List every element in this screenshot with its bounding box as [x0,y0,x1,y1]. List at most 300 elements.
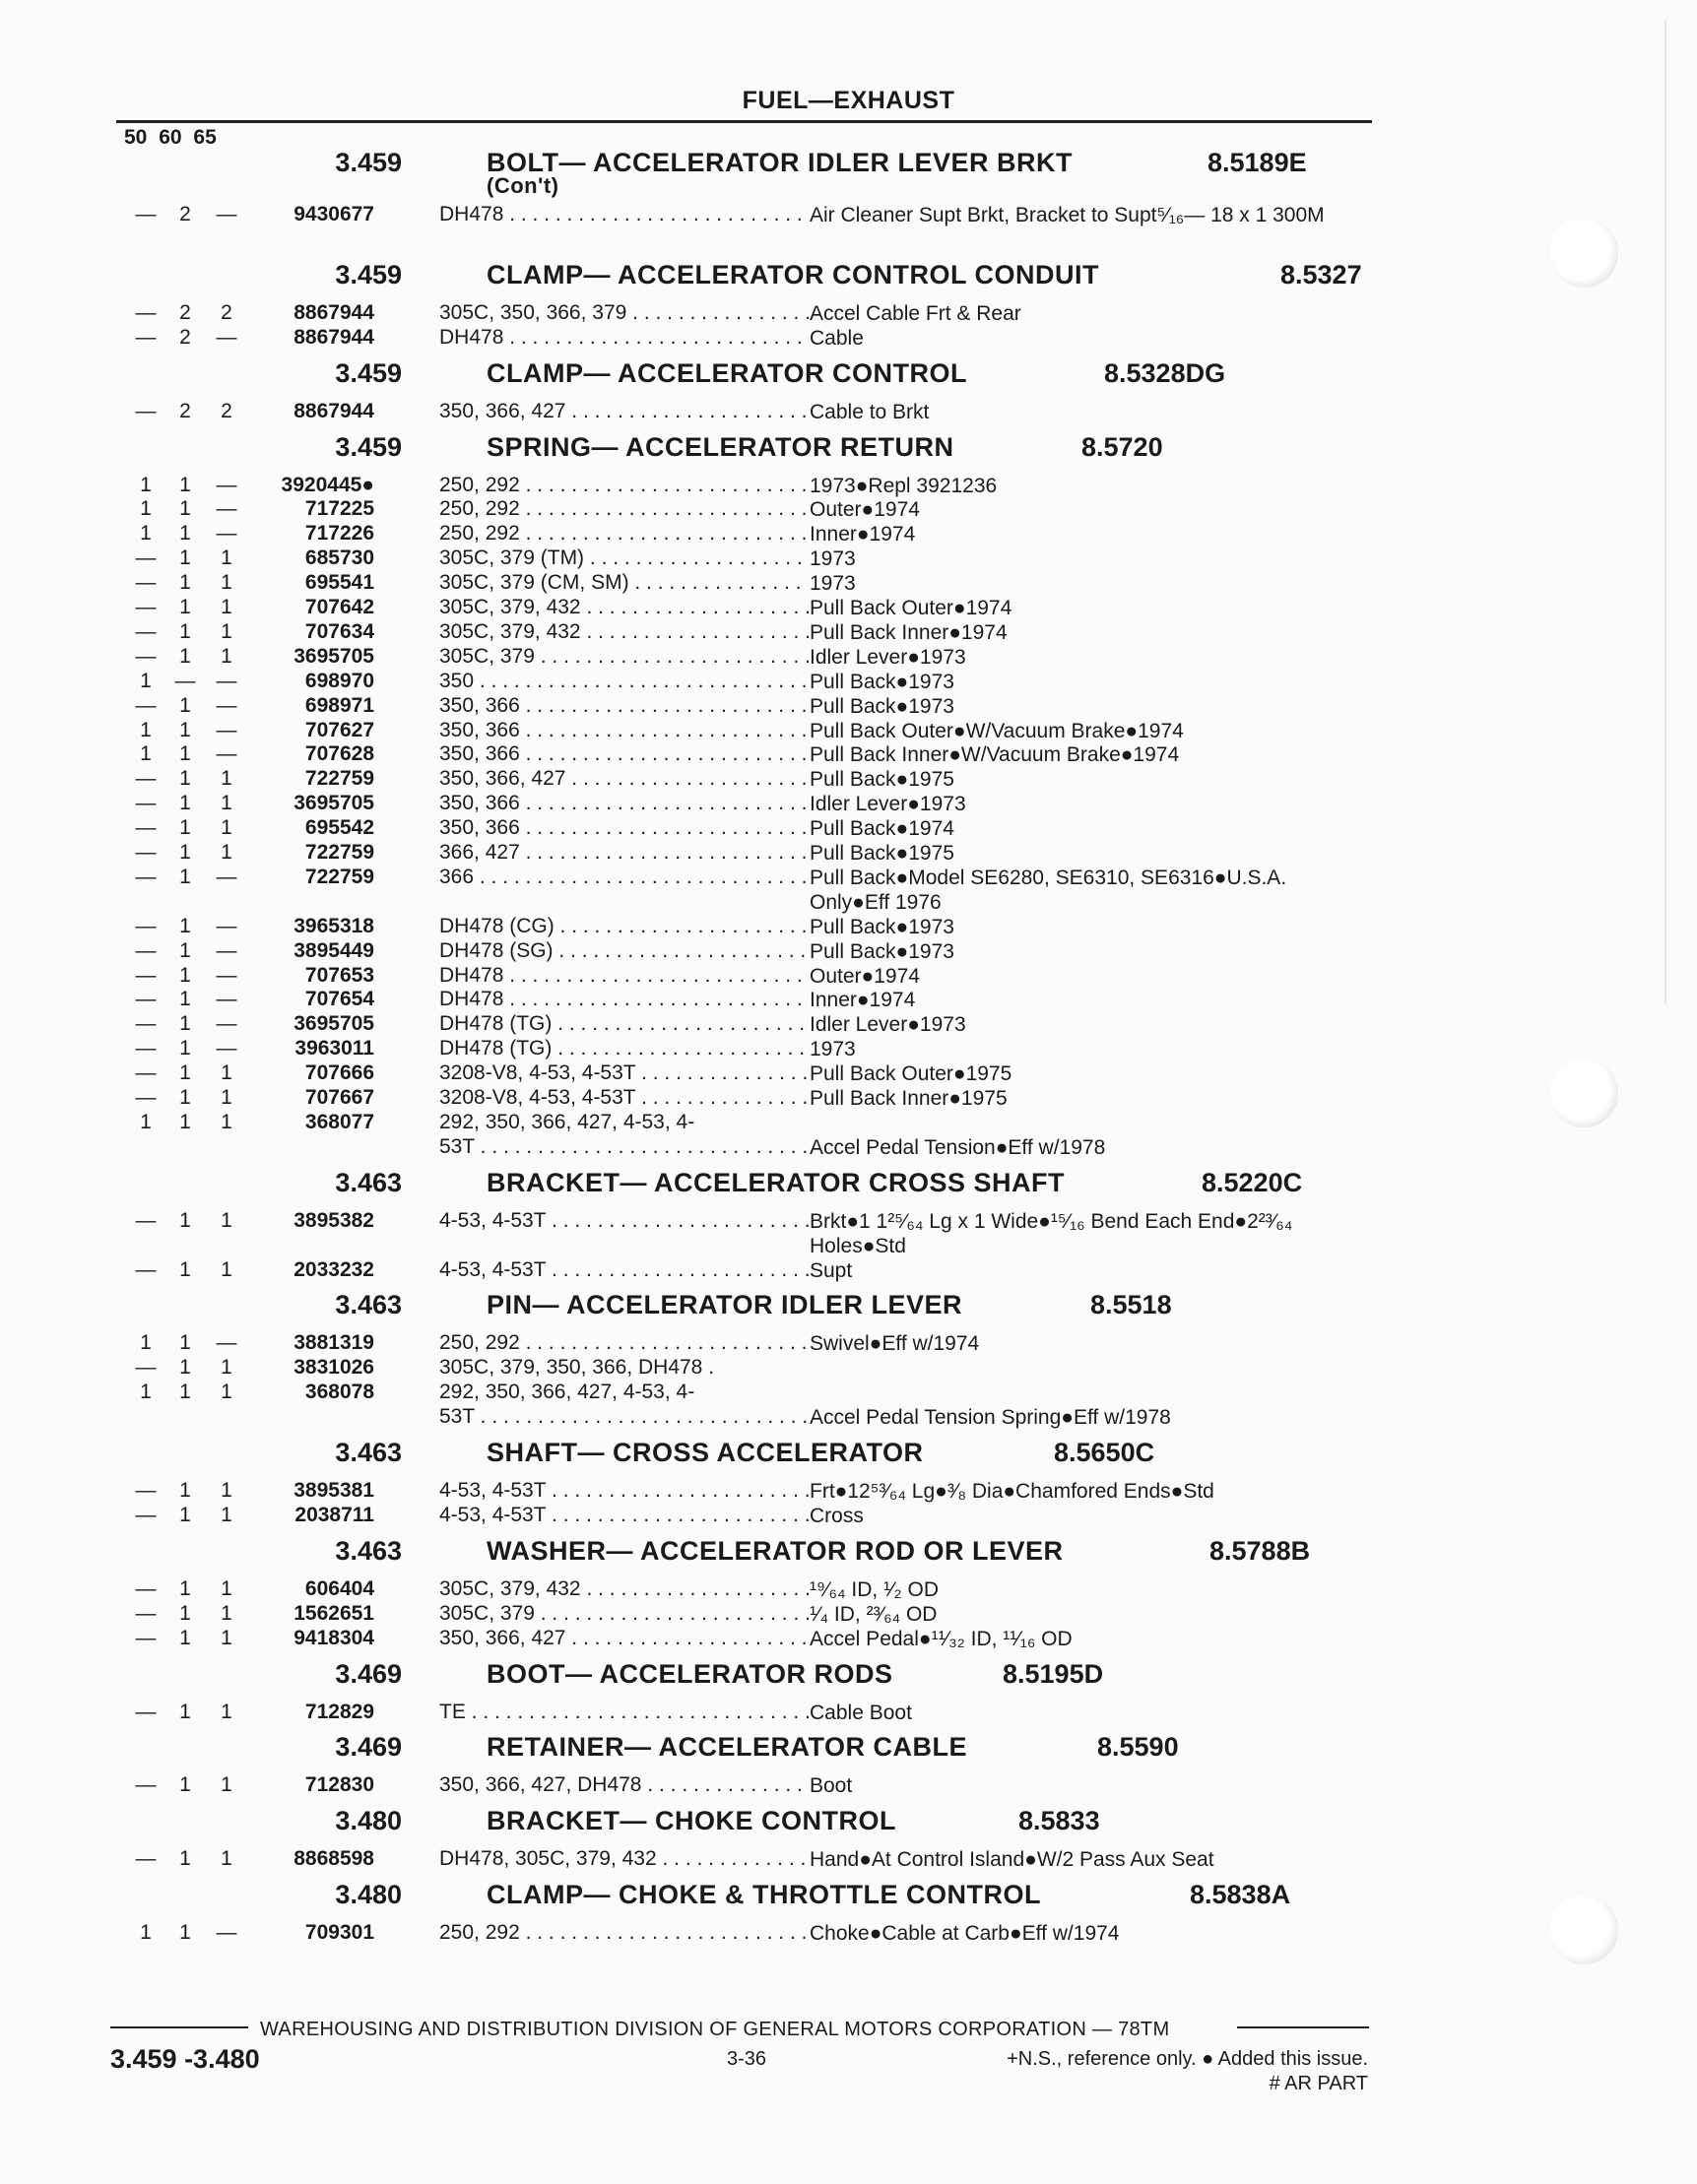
qty-1950: — [135,1061,157,1085]
model-list: 305C, 350, 366, 379 . . . [439,301,809,325]
qty-1965: 1 [221,1773,232,1797]
part-row [0,1208,1697,1257]
group-number: 3.463 [335,1290,402,1320]
qty-1965: 1 [221,1356,232,1380]
part-number: 3895381 [294,1479,374,1502]
part-description: Frt●12⁵³⁄₆₄ Lg●³⁄₈ Dia●Chamfored Ends●Std [810,1480,1214,1503]
qty-1950: — [135,300,157,324]
model-list: DH478 . . . [439,964,809,988]
qty-1960: 2 [179,300,191,324]
part-description: Cross [810,1504,864,1527]
part-row [0,841,1697,866]
qty-1960: 1 [179,1061,191,1085]
qty-1960: 1 [179,1037,191,1060]
section-title: SHAFT— CROSS ACCELERATOR [487,1438,924,1467]
part-number: 709301 [304,1921,374,1945]
part-row [0,1602,1697,1627]
part-number: 368077 [304,1110,374,1133]
part-description: 1973 [810,547,856,571]
section-title: RETAINER— ACCELERATOR CABLE [487,1732,968,1763]
reference-number: 8.5518 [1090,1290,1172,1320]
part-description: Pull Back Inner●W/Vacuum Brake●1974 [810,743,1180,767]
reference-number: 8.5650C [1054,1438,1155,1467]
part-row [0,203,1697,227]
part-row [0,326,1697,351]
part-row [0,865,1697,914]
model-list: 305C, 379, 432 . . . [439,596,809,619]
page-title: FUEL—EXHAUST [742,87,955,114]
part-row [0,546,1697,571]
part-row [0,400,1697,424]
qty-1965: — [216,742,237,766]
part-row [0,571,1697,596]
qty-1950: — [135,914,157,937]
qty-1950: — [135,1257,157,1281]
qty-1965: 1 [221,1479,232,1502]
part-description: ¹⁹⁄₆₄ ID, ¹⁄₂ OD [810,1577,940,1601]
group-number: 3.459 [335,431,402,462]
qty-1965: — [216,1012,237,1036]
group-number: 3.480 [335,1806,402,1836]
part-row [0,670,1697,694]
reference-number: 8.5189E [1207,148,1307,177]
model-list: 350 . . . [439,670,809,693]
qty-1960: 1 [179,816,191,840]
reference-number: 8.5590 [1097,1732,1179,1763]
qty-1950: — [135,963,157,987]
part-number: 717225 [304,497,374,521]
qty-1960: 1 [179,1086,191,1109]
part-row [0,1037,1697,1061]
part-row [0,1110,1697,1159]
part-number: 722759 [304,865,374,888]
qty-1965: — [216,693,237,717]
part-number: 8867944 [294,300,374,324]
part-row [0,497,1697,522]
part-description: Pull Back Outer●1975 [810,1062,1012,1086]
part-row [0,694,1697,719]
model-list: 292, 350, 366, 427, 4-53, 4- [439,1110,695,1133]
section-heading [0,1290,1697,1323]
footer-rule-right [1237,2026,1369,2028]
qty-1960: 1 [179,1208,191,1232]
part-row [0,1331,1697,1356]
qty-1950: — [135,1847,157,1871]
part-description: Cable [810,326,864,350]
reference-number: 8.5838A [1190,1880,1291,1910]
qty-1965: 1 [221,546,232,570]
part-description: Cable Boot [810,1701,912,1724]
model-list: 350, 366, 427 . . . [439,400,809,423]
part-row [0,1012,1697,1037]
model-list: 305C, 379 (TM) . . . [439,546,809,570]
model-list: 350, 366 . . . [439,742,809,766]
part-row [0,939,1697,964]
part-row [0,522,1697,546]
qty-1960: 1 [179,718,191,741]
group-number: 3.469 [335,1732,402,1763]
qty-1950: — [135,988,157,1011]
model-list: 350, 366 . . . [439,719,809,742]
qty-1950: 1 [140,497,152,521]
qty-1950: — [135,816,157,840]
model-list: 350, 366, 427 . . . [439,767,809,791]
qty-1960: 1 [179,497,191,521]
qty-1950: — [135,792,157,815]
model-list: 3208-V8, 4-53, 4-53T . . . [439,1086,809,1110]
qty-1965: — [216,1037,237,1060]
qty-1960: 1 [179,619,191,643]
part-description: Outer●1974 [810,498,920,522]
section-heading [0,1806,1697,1839]
qty-1960: 1 [179,1626,191,1649]
section-title: PIN— ACCELERATOR IDLER LEVER [487,1290,963,1320]
qty-1965: — [216,473,237,496]
part-number: 2033232 [294,1257,374,1281]
qty-1960: 1 [179,1381,191,1404]
qty-1950: — [135,399,157,422]
part-row [0,1504,1697,1528]
qty-1960: 1 [179,596,191,618]
qty-1950: — [135,1479,157,1502]
qty-1950: — [135,619,157,643]
model-list: DH478 . . . [439,203,809,226]
qty-1960: 1 [179,1331,191,1355]
part-number: 9418304 [294,1626,374,1649]
part-row [0,301,1697,326]
reference-number: 8.5328DG [1104,357,1226,388]
part-number: 1562651 [294,1601,374,1625]
model-list: 4-53, 4-53T . . . [439,1209,809,1233]
part-row [0,816,1697,841]
qty-1950: — [135,693,157,717]
section-heading [0,1536,1697,1570]
part-number: 717226 [304,522,374,546]
qty-1965: 1 [221,816,232,840]
qty-1950: 1 [140,473,152,496]
section-title: BOLT— ACCELERATOR IDLER LEVER BRKT [487,148,1073,177]
qty-1965: — [216,497,237,521]
part-number: 3895449 [294,938,374,962]
part-description: Pull Back Outer●W/Vacuum Brake●1974 [810,719,1184,742]
part-description: Air Cleaner Supt Brkt, Bracket to Supt⁵⁄₁₆— 18 x 1 300M [810,204,1325,226]
qty-1965: 1 [221,1503,232,1526]
header-rule [116,120,1372,123]
qty-1950: — [135,865,157,888]
model-list: 350, 366 . . . [439,816,809,840]
part-number: 3695705 [294,644,374,668]
qty-1960: 1 [179,1576,191,1600]
model-list: DH478 (TG) . . . [439,1037,809,1060]
part-row [0,645,1697,670]
model-list: 3208-V8, 4-53, 4-53T . . . [439,1061,809,1085]
qty-1960: 1 [179,1921,191,1945]
qty-1965: 1 [221,1700,232,1723]
model-list-cont: 53T . . . [439,1135,809,1159]
part-number: 3695705 [294,792,374,815]
part-description: Accel Cable Frt & Rear [810,301,1021,325]
qty-1965: — [216,914,237,937]
part-number: 712829 [304,1700,374,1723]
part-row [0,719,1697,743]
qty-1960: 1 [179,1479,191,1502]
part-number: 707634 [304,619,374,643]
part-number: 707653 [304,963,374,987]
qty-1950: 1 [140,1381,152,1404]
part-description: 1973 [810,572,856,596]
qty-1960: 1 [179,1110,191,1133]
qty-1965: 1 [221,1381,232,1404]
group-number: 3.463 [335,1535,402,1566]
section-subtitle [0,173,1697,207]
part-description: Swivel●Eff w/1974 [810,1332,980,1356]
model-list: 305C, 379 . . . [439,645,809,669]
qty-1965: 1 [221,1601,232,1625]
qty-1965: 1 [221,571,232,595]
part-description: Pull Back●1973 [810,915,954,938]
model-list: 4-53, 4-53T . . . [439,1479,809,1503]
part-description: Idler Lever●1973 [810,793,966,816]
qty-1950: — [135,938,157,962]
qty-1950: 1 [140,1110,152,1133]
model-list: 250, 292 . . . [439,522,809,546]
qty-1960: 1 [179,792,191,815]
qty-1965: 1 [221,1257,232,1281]
qty-1950: 1 [140,718,152,741]
section-title: WASHER— ACCELERATOR ROD OR LEVER [487,1535,1064,1566]
qty-1965: 1 [221,596,232,618]
model-list: 250, 292 . . . [439,497,809,521]
group-number: 3.459 [335,259,402,289]
section-heading [0,358,1697,392]
qty-1960: 1 [179,742,191,766]
qty-1965: — [216,203,237,225]
model-list-cont: 53T . . . [439,1405,809,1429]
model-list: DH478 (CG) . . . [439,915,809,938]
part-description: Brkt●1 1²⁵⁄₆₄ Lg x 1 Wide●¹⁵⁄₁₆ Bend Each End●2²³⁄₆₄ Holes●Std [810,1209,1293,1257]
qty-1960: 1 [179,546,191,570]
qty-1950: 1 [140,742,152,766]
reference-number: 8.5220C [1202,1167,1303,1197]
part-number: 3831026 [294,1356,374,1380]
qty-1960: 1 [179,1847,191,1871]
qty-1950: — [135,644,157,668]
model-list: 366, 427 . . . [439,841,809,865]
qty-1950: — [135,1601,157,1625]
qty-1950: — [135,1576,157,1600]
part-row [0,1577,1697,1602]
part-number: 3920445● [281,473,374,496]
section-heading [0,1438,1697,1471]
part-description: Inner●1974 [810,523,916,546]
qty-1950: — [135,767,157,791]
reference-number: 8.5195D [1003,1658,1104,1689]
reference-number: 8.5833 [1018,1806,1100,1836]
part-number: 707628 [304,742,374,766]
part-row [0,1258,1697,1283]
qty-1950: — [135,596,157,618]
model-list: DH478 (TG) . . . [439,1012,809,1036]
part-row [0,1479,1697,1504]
footer-rule-left [110,2026,248,2028]
part-description: Hand●At Control Island●W/2 Pass Aux Seat [810,1848,1214,1872]
part-row [0,1701,1697,1725]
qty-1950: 1 [140,1331,152,1355]
part-description: Supt [810,1258,853,1282]
part-number: 685730 [304,546,374,570]
qty-1960: 1 [179,767,191,791]
model-list: 350, 366, 427, DH478 . . . [439,1773,809,1797]
part-number: 698971 [304,693,374,717]
model-list: 305C, 379, 350, 366, DH478 . [439,1356,715,1380]
group-number: 3.459 [335,148,402,177]
group-number: 3.463 [335,1167,402,1197]
qty-1965: 2 [221,300,232,324]
model-list: 366 . . . [439,866,809,889]
group-number: 3.459 [335,357,402,388]
qty-1960: 1 [179,988,191,1011]
part-row [0,767,1697,792]
qty-1950: — [135,1700,157,1723]
qty-1965: 1 [221,1626,232,1649]
part-row [0,1086,1697,1111]
qty-1965: 1 [221,619,232,643]
qty-1960: 2 [179,325,191,349]
section-title: SPRING— ACCELERATOR RETURN [487,431,954,462]
section-heading [0,1880,1697,1913]
part-number: 722759 [304,841,374,864]
part-number: 707627 [304,718,374,741]
qty-1960: 2 [179,203,191,225]
model-list: DH478 . . . [439,988,809,1011]
section-title: BOOT— ACCELERATOR RODS [487,1658,893,1689]
part-description: Accel Pedal Tension●Eff w/1978 [810,1135,1106,1159]
model-list: DH478 . . . [439,326,809,350]
reference-number: 8.5720 [1081,431,1163,462]
qty-1960: 1 [179,1012,191,1036]
qty-1960: 1 [179,644,191,668]
part-description: Idler Lever●1973 [810,1013,966,1037]
group-number: 3.469 [335,1658,402,1689]
qty-1965: — [216,1331,237,1355]
qty-1965: 1 [221,1847,232,1871]
qty-1950: — [135,1012,157,1036]
qty-1950: — [135,841,157,864]
part-number: 698970 [304,669,374,692]
qty-1965: — [216,325,237,349]
model-list: 305C, 379 (CM, SM) . . . [439,571,809,595]
part-number: 3695705 [294,1012,374,1036]
section-title: CLAMP— ACCELERATOR CONTROL [487,357,967,388]
part-description: Pull Back●1974 [810,817,954,841]
part-description: Boot [810,1774,853,1798]
part-description: Accel Pedal●¹¹⁄₃₂ ID, ¹¹⁄₁₆ OD [810,1627,1073,1650]
qty-1965: — [216,988,237,1011]
section-title: BRACKET— CHOKE CONTROL [487,1806,896,1836]
part-description: Pull Back●1975 [810,768,954,792]
qty-1960: 1 [179,571,191,595]
qty-1960: 1 [179,1700,191,1723]
part-row [0,1773,1697,1798]
part-description: Pull Back Outer●1974 [810,597,1012,619]
part-row [0,915,1697,939]
qty-1965: — [216,938,237,962]
qty-1950: — [135,1503,157,1526]
footer-legend-ar: # AR PART [1269,2073,1368,2094]
part-number: 695541 [304,571,374,595]
qty-1965: 1 [221,1110,232,1133]
part-description: Accel Pedal Tension Spring●Eff w/1978 [810,1406,1171,1430]
qty-1960: 1 [179,1601,191,1625]
part-description: Pull Back●1973 [810,939,954,963]
model-list: 250, 292 . . . [439,1331,809,1355]
column-headings: 50 60 65 [124,126,217,149]
model-list: 4-53, 4-53T . . . [439,1504,809,1527]
part-row [0,474,1697,498]
model-list: DH478 (SG) . . . [439,939,809,963]
part-number: 368078 [304,1381,374,1404]
qty-1960: 1 [179,841,191,864]
qty-1960: 1 [179,693,191,717]
qty-1960: 1 [179,522,191,546]
part-description: 1973●Repl 3921236 [810,474,998,497]
section-heading [0,260,1697,293]
section-title: CLAMP— CHOKE & THROTTLE CONTROL [487,1880,1041,1910]
qty-1965: 1 [221,1061,232,1085]
qty-1960: 1 [179,1503,191,1526]
part-row [0,1381,1697,1430]
model-list: 250, 292 . . . [439,1921,809,1945]
qty-1960: 1 [179,473,191,496]
section-heading [0,432,1697,466]
part-row [0,620,1697,645]
qty-1960: 1 [179,1773,191,1797]
part-description: Choke●Cable at Carb●Eff w/1974 [810,1922,1120,1946]
qty-1950: — [135,546,157,570]
part-row [0,988,1697,1012]
part-row [0,1921,1697,1946]
part-row [0,1847,1697,1872]
part-number: 8867944 [294,325,374,349]
part-row [0,964,1697,989]
footer-division: WAREHOUSING AND DISTRIBUTION DIVISION OF GENERAL MOTORS CORPORATION — 78TM [260,2019,1170,2040]
part-number: 3881319 [294,1331,374,1355]
part-number: 695542 [304,816,374,840]
qty-1950: — [135,1086,157,1109]
part-description: Pull Back●1975 [810,842,954,865]
model-list: 4-53, 4-53T . . . [439,1258,809,1282]
part-number: 3963011 [294,1037,374,1060]
part-row [0,1627,1697,1651]
qty-1965: 2 [221,399,232,422]
qty-1965: — [216,963,237,987]
qty-1965: 1 [221,1576,232,1600]
group-number: 3.480 [335,1880,402,1910]
model-list: 250, 292 . . . [439,474,809,497]
qty-1960: 1 [179,1356,191,1380]
qty-1950: — [135,571,157,595]
part-number: 712830 [304,1773,374,1797]
qty-1950: — [135,1773,157,1797]
part-number: 3895382 [294,1208,374,1232]
model-list: DH478, 305C, 379, 432 . . . [439,1847,809,1871]
qty-1960: 2 [179,399,191,422]
part-number: 707642 [304,596,374,618]
part-number: 606404 [304,1576,374,1600]
reference-number: 8.5788B [1209,1535,1311,1566]
part-number: 707666 [304,1061,374,1085]
qty-1965: 1 [221,841,232,864]
